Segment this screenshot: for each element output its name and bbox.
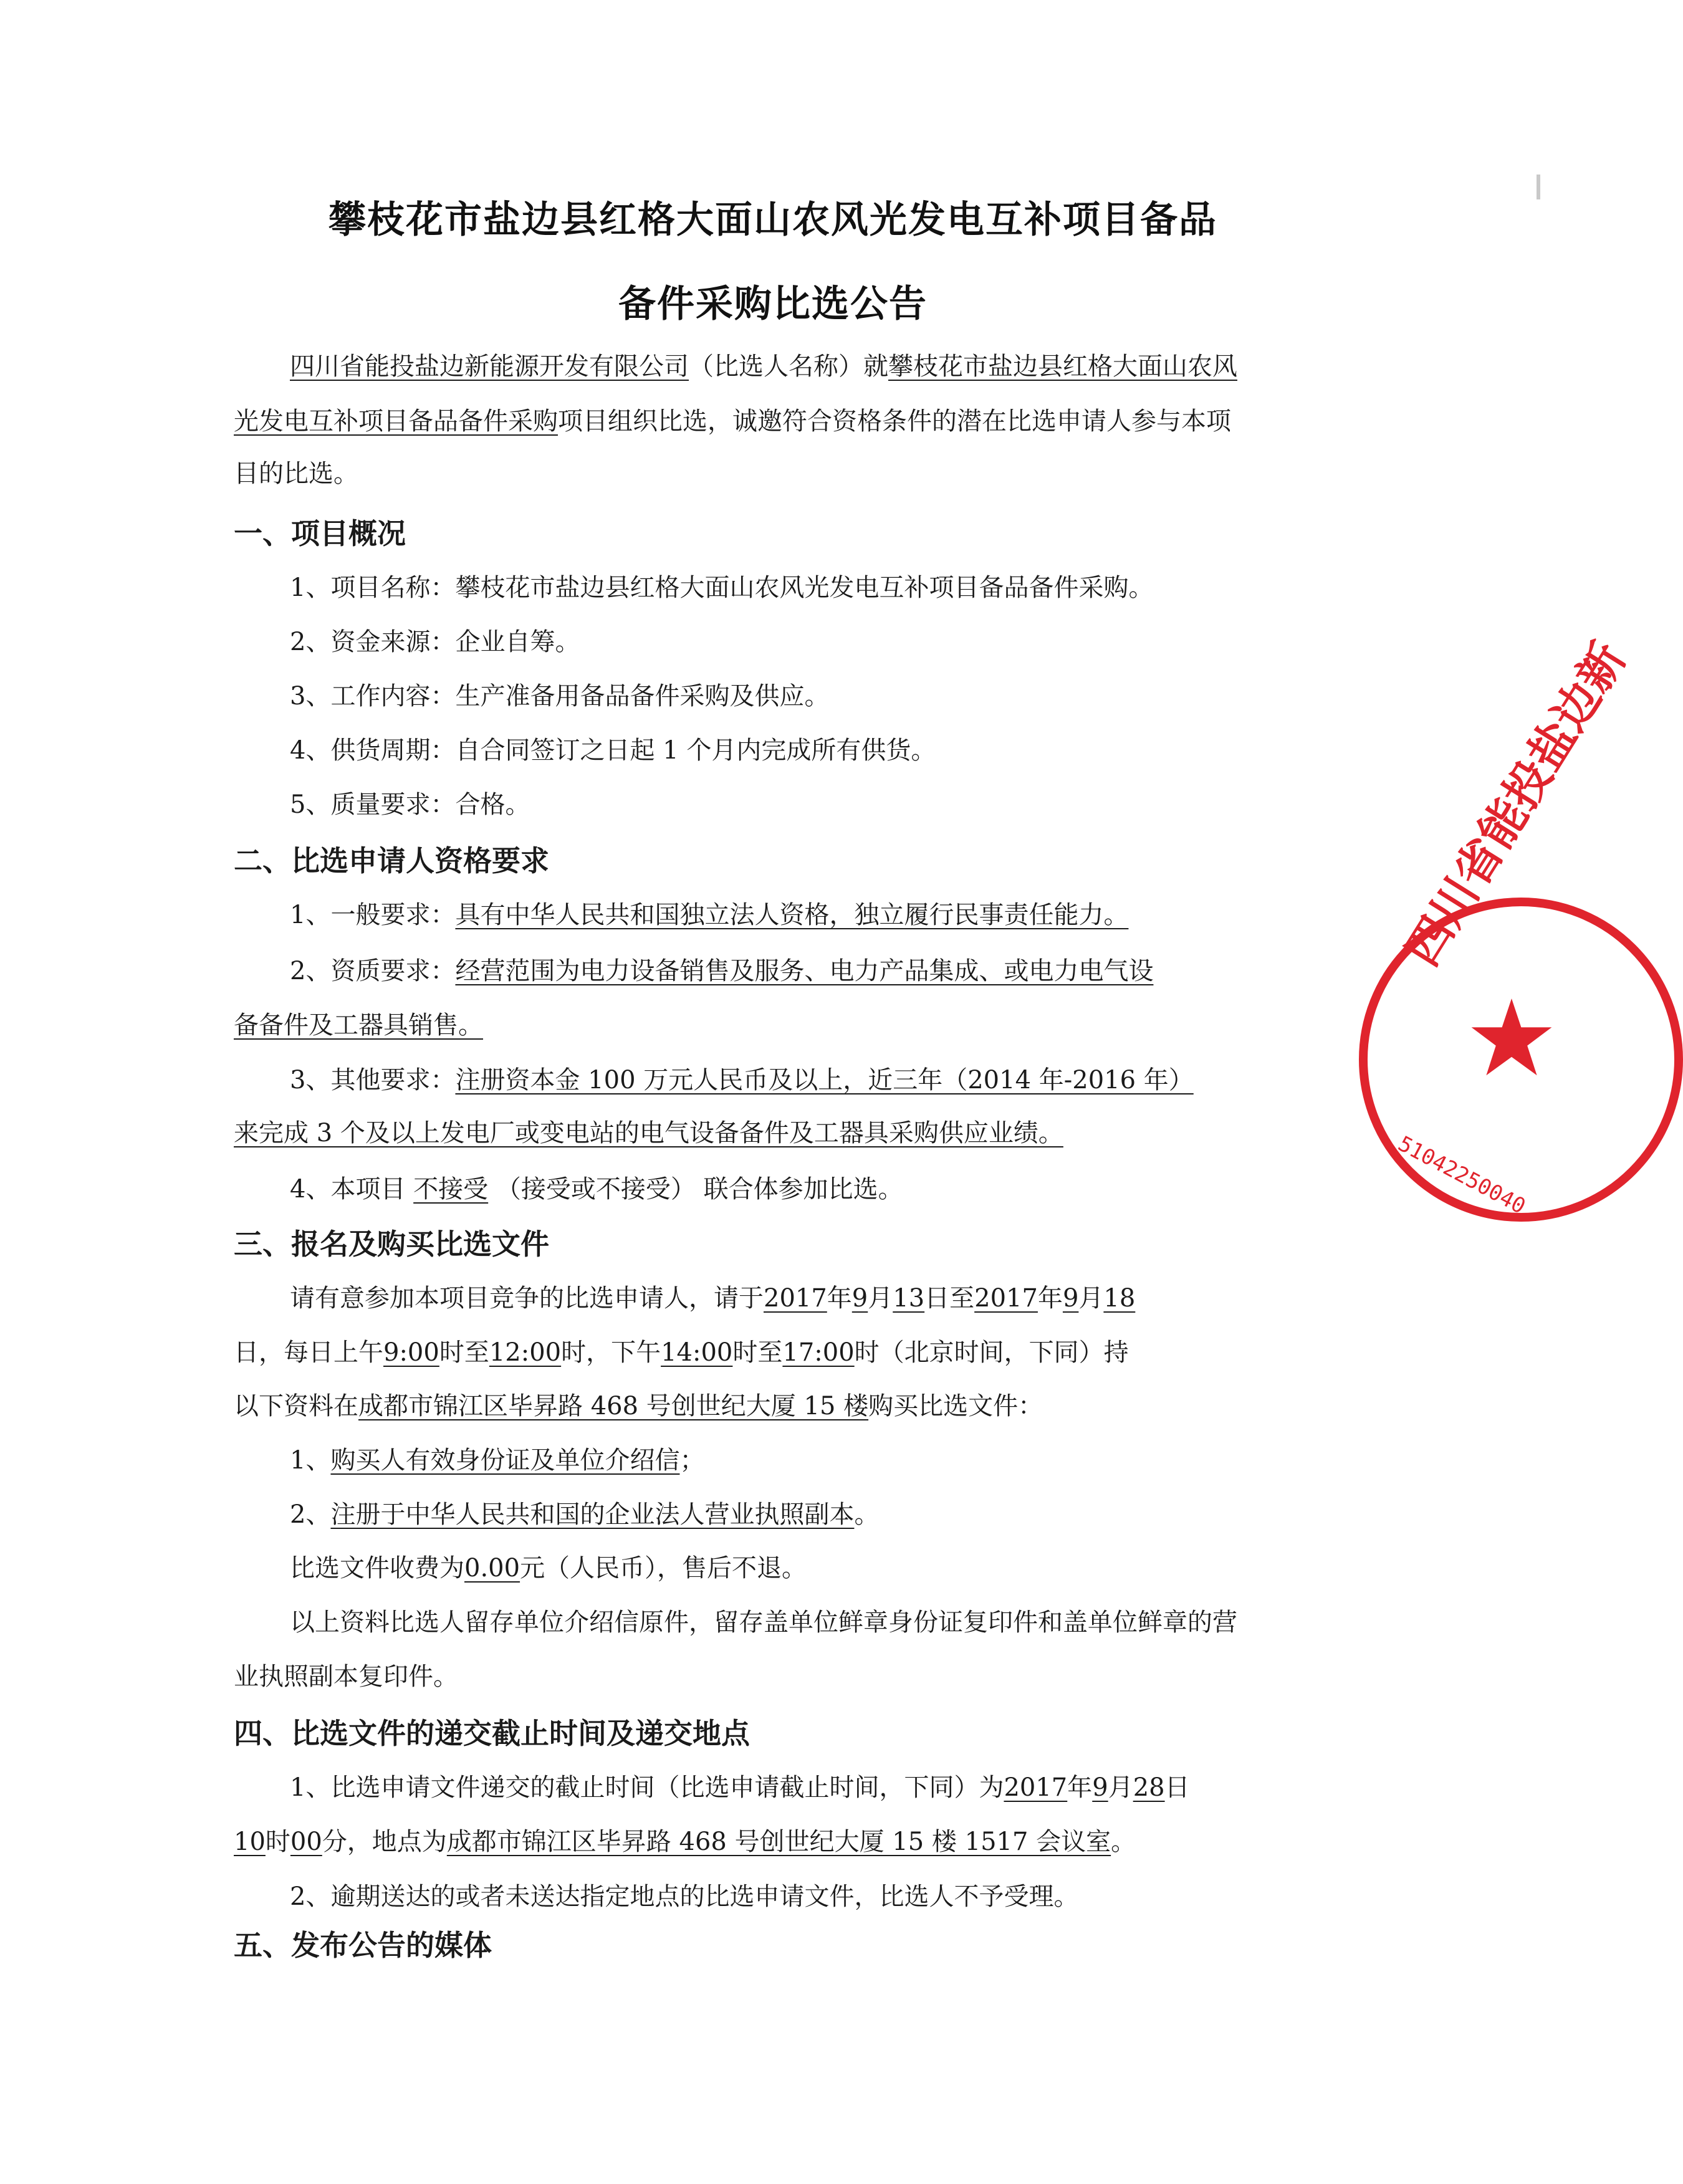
section-3-heading: 三、报名及购买比选文件 [234,1227,549,1261]
text: ； [679,1446,705,1475]
text: 日至 [924,1284,975,1313]
text: 比选文件收费为 [290,1554,464,1583]
sec1-item: 2、资金来源：企业自筹。 [290,628,580,656]
consortium-value: 不接受 [413,1175,489,1204]
seal-text: 四川省能投盐边新 [1395,633,1637,975]
sec3-item-1 [290,1443,1321,1478]
sec3-para-1 [290,1281,1321,1316]
required-doc: 注册于中华人民共和国的企业法人营业执照副本 [330,1500,855,1529]
title-line-2: 备件采购比选公告 [618,282,928,326]
end-month: 9 [1062,1284,1079,1313]
text: 购买比选文件： [868,1392,1043,1420]
req-text: 来完成 3 个及以上发电厂或变电站的电气设备备件及工器具采购供应业绩。 [234,1119,1063,1147]
sec3-keep-1: 以上资料比选人留存单位介绍信原件，留存盖单位鲜章身份证复印件和盖单位鲜章的营 [290,1608,1237,1637]
text: 2、 [290,1500,331,1529]
deadline-hour: 10 [234,1827,266,1856]
pm-start: 14:00 [661,1338,733,1367]
text: 月 [1108,1773,1133,1802]
company-name: 四川省能投盐边新能源开发有限公司 [290,352,689,381]
req-label: 2、资质要求： [290,957,456,985]
project-name-cont: 光发电互补项目备品备件采购 [234,407,558,436]
req-text: 注册资本金 100 万元人民币及以上，近三年（2014 年-2016 年） [455,1066,1194,1094]
text: 日 [1164,1773,1190,1802]
intro-text: （比选人名称）就 [689,352,888,381]
section-4-heading: 四、比选文件的递交截止时间及递交地点 [234,1717,750,1750]
sec1-item: 5、质量要求：合格。 [290,790,530,819]
text: 年 [1067,1773,1093,1802]
sec3-para-3 [234,1389,1321,1424]
req-text: （接受或不接受） 联合体参加比选。 [496,1175,903,1204]
start-day: 13 [893,1284,925,1313]
pm-end: 17:00 [782,1338,855,1367]
text: 年 [827,1284,852,1313]
text: 以下资料在 [234,1392,358,1420]
seal-star-icon [1468,994,1555,1081]
text: 请有意参加本项目竞争的比选申请人，请于 [290,1284,764,1313]
required-doc: 购买人有效身份证及单位介绍信 [330,1446,680,1475]
sec1-item: 3、工作内容：生产准备用备品备件采购及供应。 [290,682,830,711]
purchase-address: 成都市锦江区毕昇路 468 号创世纪大厦 15 楼 [358,1392,869,1420]
am-start: 9:00 [383,1338,439,1367]
requirement-2 [290,954,1321,989]
seal-number: 51042250040 [1394,1131,1530,1220]
section-5-heading: 五、发布公告的媒体 [234,1928,492,1962]
text: 月 [868,1284,893,1313]
intro-text: 项目组织比选，诚邀符合资格条件的潜在比选申请人参与本项 [558,407,1231,436]
text: 分，地点为 [322,1827,447,1856]
req-text: 具有中华人民共和国独立法人资格，独立履行民事责任能力。 [455,901,1129,929]
sec4-para-2 [234,1824,1321,1859]
sec1-item: 4、供货周期：自合同签订之日起 1 个月内完成所有供货。 [290,736,936,765]
sec3-fee [290,1551,1321,1586]
project-name: 攀枝花市盐边县红格大面山农风 [888,352,1237,381]
requirement-3 [290,1063,1321,1098]
req-text: 4、本项目 [290,1175,406,1204]
text: 。 [1111,1827,1136,1856]
text: 时至 [732,1338,783,1367]
text: 1、比选申请文件递交的截止时间（比选申请截止时间，下同）为 [290,1773,1004,1802]
text: 元（人民币），售后不退。 [520,1554,807,1583]
requirement-2-cont [234,1008,1321,1043]
sec1-item: 1、项目名称：攀枝花市盐边县红格大面山农风光发电互补项目备品备件采购。 [290,573,1154,602]
intro-line-1 [290,349,1321,384]
requirement-3-cont [234,1116,1321,1151]
am-end: 12:00 [489,1338,562,1367]
sec3-item-2 [290,1497,1321,1532]
section-2-heading: 二、比选申请人资格要求 [234,844,549,878]
req-text: 备备件及工器具销售。 [234,1011,483,1040]
req-text: 经营范围为电力设备销售及服务、电力产品集成、或电力电气设 [455,957,1154,985]
text: 年 [1037,1284,1063,1313]
intro-line-3: 目的比选。 [234,459,358,488]
text: 日，每日上午 [234,1338,383,1367]
deadline-minute: 00 [290,1827,322,1856]
start-month: 9 [851,1284,868,1313]
section-1-heading: 一、项目概况 [234,517,406,550]
sec4-para-3: 2、逾期送达的或者未送达指定地点的比选申请文件，比选人不予受理。 [290,1882,1079,1911]
title-line-1: 攀枝花市盐边县红格大面山农风光发电互补项目备品 [328,198,1217,242]
sec3-para-2 [234,1335,1321,1370]
deadline-day: 28 [1133,1773,1165,1802]
requirement-4 [290,1172,1321,1207]
sec3-keep-2: 业执照副本复印件。 [234,1662,458,1691]
text: 。 [854,1500,880,1529]
deadline-year: 2017 [1004,1773,1068,1802]
end-day: 18 [1103,1284,1136,1313]
deadline-month: 9 [1092,1773,1108,1802]
end-year: 2017 [974,1284,1038,1313]
submission-address: 成都市锦江区毕昇路 468 号创世纪大厦 15 楼 1517 会议室 [446,1827,1111,1856]
fee-amount: 0.00 [464,1554,520,1583]
start-year: 2017 [764,1284,827,1313]
req-label: 3、其他要求： [290,1066,456,1094]
requirement-1 [290,898,1321,932]
text: 时（北京时间，下同）持 [854,1338,1129,1367]
text: 1、 [290,1446,331,1475]
text: 时至 [439,1338,489,1367]
intro-line-2 [234,404,1321,439]
text: 时 [265,1827,290,1856]
req-label: 1、一般要求： [290,901,456,929]
sec4-para-1 [290,1770,1321,1805]
text: 时，下午 [561,1338,661,1367]
text: 月 [1078,1284,1104,1313]
